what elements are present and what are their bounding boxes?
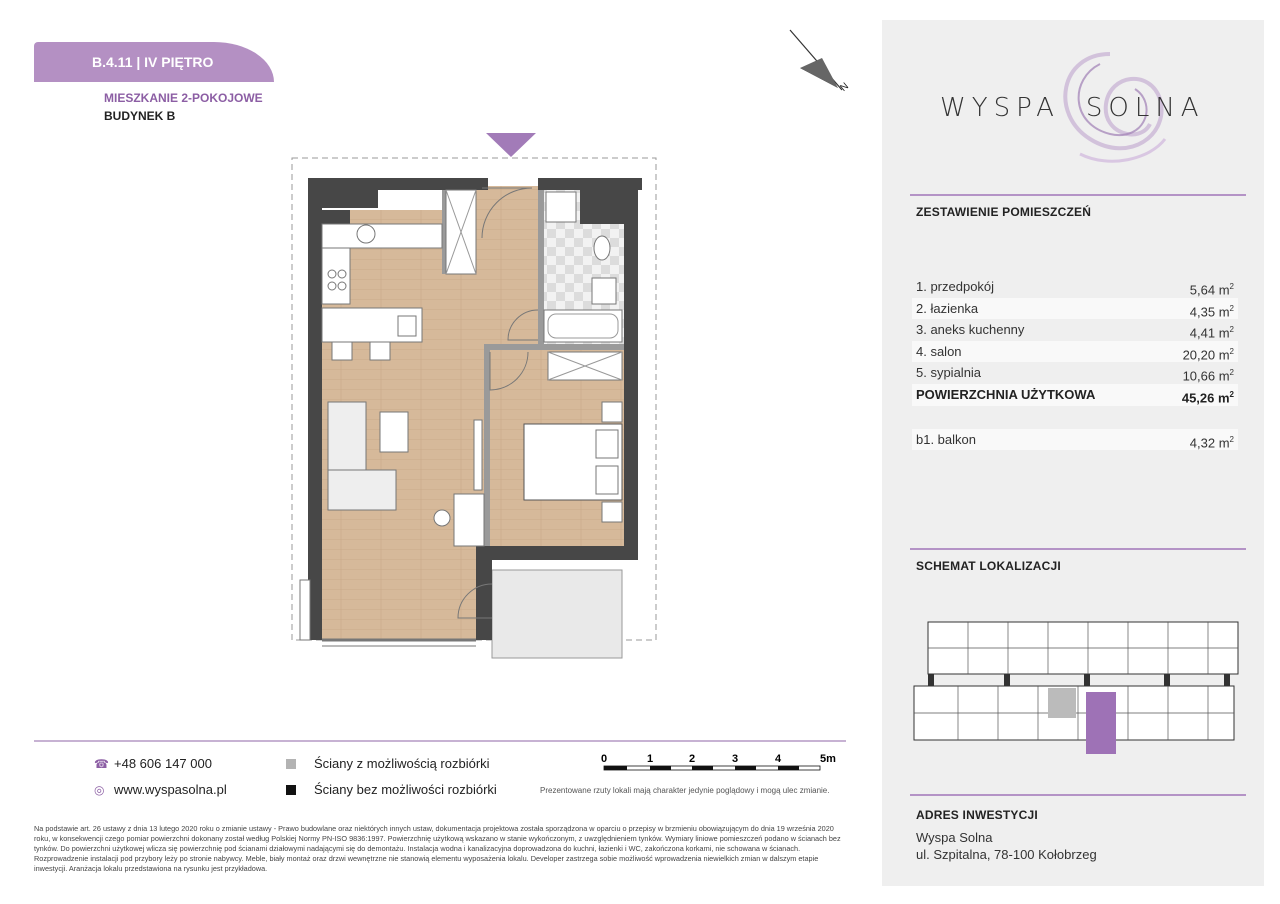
logo-word-right: SOLNA — [1085, 93, 1205, 123]
balcony-area: 4,32 $m^2$ — [1189, 434, 1234, 450]
phone-contact[interactable] — [94, 756, 212, 771]
phone-number: +48 606 147 000 — [114, 756, 212, 771]
balcony — [492, 570, 622, 658]
total-area-label: POWIERZCHNIA UŻYTKOWA — [916, 386, 1096, 402]
scale-tick-2: 2 — [688, 753, 696, 765]
location-divider — [910, 548, 1246, 550]
total-area-value: 45,26 $m^2$ — [1181, 389, 1234, 406]
scale-bar — [600, 750, 840, 780]
globe-icon: ◎ — [94, 782, 105, 797]
room-area: 4,35 $m^2$ — [1189, 303, 1234, 319]
phone-icon: ☎ — [94, 756, 109, 771]
room-area: 10,66 $m^2$ — [1182, 368, 1234, 384]
scale-tick-5: 5m — [820, 753, 836, 765]
floor-plan — [286, 130, 666, 670]
website-url: www.wyspasolna.pl — [114, 782, 227, 797]
website-link[interactable] — [94, 782, 227, 797]
room-row — [912, 276, 1238, 298]
north-label: N — [838, 80, 851, 94]
removable-walls-swatch — [286, 759, 296, 769]
rooms-table — [912, 276, 1238, 450]
total-area-row — [912, 384, 1238, 406]
unit-label: B.4.11 | IV PIĘTRO — [92, 54, 214, 70]
room-area: 4,41 $m^2$ — [1189, 325, 1234, 341]
legal-fine-print: Na podstawie art. 26 ustawy z dnia 13 lutego 2020 roku o zmianie ustawy - Prawo budowlane oraz niektórych innych ustaw, dokumentacja projektowa została sporządzona w oparciu o przepisy w brzmieniu obowiązującym do dnia 19 września 2020 roku, w konsekwencji czego pomiar powierzchni dokonany został według Polskiej Normy PN-ISO 9836:1997. Powierzchnię użytkową wskazano w stanie wykończonym, z uwzględnieniem tynków. Wymiary liniowe pomieszczeń podano w ścianach bez tynków. Do powierzchni użytkowej wlicza się powierzchnię pod ścianami działowymi nadającymi się do demontażu. Instalacja wodna i kanalizacyjna doprowadzona do kuchni, łazienki i WC, zakończona korkami, nie schowana w ścianach. Rozprowadzenie instalacji pod przybory leży po stronie nabywcy. Meble, biały montaż oraz drzwi wewnętrzne nie stanowią elementu wyposażenia lokalu. Developer zastrzega sobie możliwość wprowadzenia niewielkich zmian w dalszym etapie inwestycji. Aranżacja lokalu przedstawiona na rysunku jest przykładowa. — [34, 824, 841, 873]
room-row — [912, 298, 1238, 320]
room-name: 3. aneks kuchenny — [916, 322, 1025, 338]
scale-tick-4: 4 — [774, 753, 782, 765]
scale-tick-3: 3 — [731, 753, 739, 765]
room-row — [912, 362, 1238, 384]
scale-tick-0: 0 — [600, 753, 608, 765]
brand-logo — [940, 93, 1205, 123]
room-area: 20,20 $m^2$ — [1182, 346, 1234, 363]
room-name: 1. przedpokój — [916, 279, 995, 294]
unit-highlight — [1086, 692, 1116, 754]
address-line-2: ul. Szpitalna, 78-100 Kołobrzeg — [916, 847, 1097, 862]
legend-removable-walls — [286, 756, 490, 771]
plan-disclaimer: Prezentowane rzuty lokali mają charakter jedynie poglądowy i mogą ulec zmianie. — [540, 786, 830, 795]
logo-word-left: WYSPA — [940, 93, 1060, 123]
fixed-walls-swatch — [286, 785, 296, 795]
address-divider — [910, 794, 1246, 796]
room-area: 5,64 $m^2$ — [1189, 282, 1234, 298]
legend-fixed-walls — [286, 782, 497, 797]
room-row — [912, 319, 1238, 341]
building-label: BUDYNEK B — [104, 109, 176, 123]
balcony-row — [912, 429, 1238, 451]
address-section-title: ADRES INWESTYCJI — [916, 808, 1038, 822]
scale-tick-1: 1 — [646, 753, 654, 765]
footer-divider — [34, 740, 846, 742]
fixed-walls-label: Ściany bez możliwości rozbiórki — [314, 782, 497, 797]
apartment-type: MIESZKANIE 2-POKOJOWE — [104, 91, 263, 105]
north-arrow-icon — [786, 28, 856, 98]
rooms-section-title: ZESTAWIENIE POMIESZCZEŃ — [916, 205, 1092, 219]
hallway-floor — [476, 186, 540, 346]
removable-walls-label: Ściany z możliwością rozbiórki — [314, 756, 490, 771]
unit-label-tab — [34, 42, 274, 82]
room-name: 2. łazienka — [916, 300, 979, 316]
room-name: 4. salon — [916, 343, 962, 359]
location-section-title: SCHEMAT LOKALIZACJI — [916, 559, 1061, 573]
room-name: 5. sypialnia — [916, 365, 982, 381]
rooms-divider — [910, 194, 1246, 196]
room-row — [912, 341, 1238, 363]
address-line-1: Wyspa Solna — [916, 830, 993, 845]
site-location-map — [908, 600, 1248, 760]
balcony-label: b1. balkon — [916, 431, 976, 447]
